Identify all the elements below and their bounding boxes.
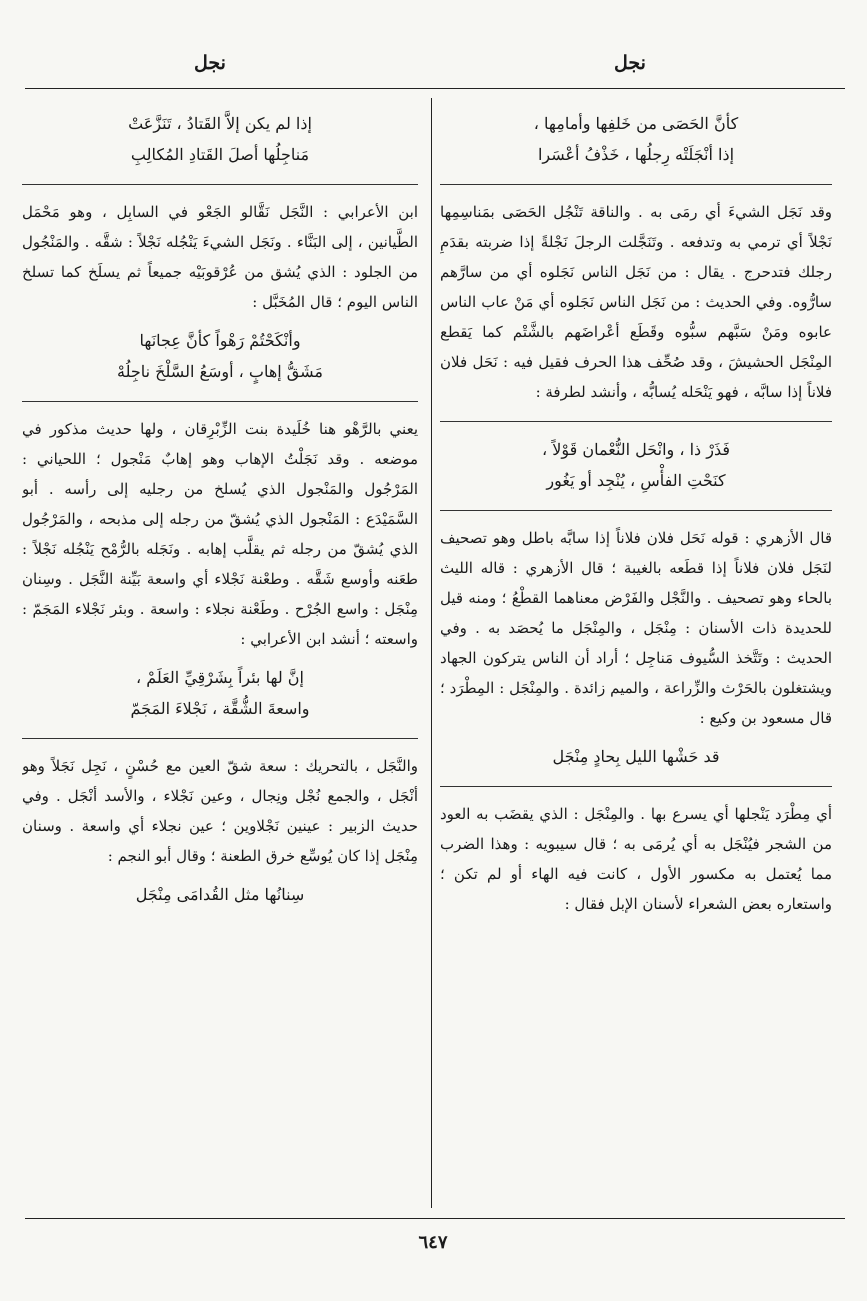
- verse-line: فَذَرْ ذا ، وانْحَل النُّعْمان قَوْلاً ،: [541, 440, 731, 459]
- top-rule: [25, 88, 845, 89]
- section-separator: [22, 738, 418, 739]
- section-separator: [440, 786, 832, 787]
- verse-line: مَناجِلُها أصلَ القَتادِ المُكالِبِ: [130, 145, 310, 164]
- verse-block: [22, 108, 418, 170]
- entry-paragraph: والنَّجَل ، بالتحريك : سعة شقّ العين مع حُسْنٍ ، نَجِل نَجَلاً وهو أنْجَل ، والجمع نُجْل ونِجال ، وعين نَجْلاء ، والأسد أنْجَل . وفي حديث الزبير : عينين نَجْلاوين ؛ عين نجلاء أي واسعة . وسنان مِنْجَل إذا كان يُوسِّع خرق الطعنة ؛ وقال أبو النجم :: [22, 757, 418, 865]
- verse-block: [22, 325, 418, 387]
- verse-line: وأنْكَحْتُمْ رَهْواً كأنَّ عِجانَها: [139, 331, 301, 350]
- column-divider: [431, 98, 432, 1208]
- page-number: ٦٤٧: [418, 1232, 448, 1253]
- section-separator: [22, 184, 418, 185]
- running-header-right: نجل: [614, 52, 646, 74]
- verse-block: [22, 879, 418, 910]
- verse-line: سِنانُها مثل القُدامَى مِنْجَل: [135, 885, 305, 904]
- verse-block: [22, 662, 418, 724]
- section-separator: [440, 421, 832, 422]
- verse-block: [440, 741, 832, 772]
- left-column: [22, 100, 418, 1210]
- verse-line: واسعةَ الشُّقَّة ، نَجْلاءَ المَجَمّ: [130, 699, 310, 718]
- verse-line: كأنَّ الحَصَى من خَلفِها وأمامِها ،: [533, 114, 739, 133]
- verse-line: قد حَشْها الليل بِحادٍ مِنْجَل: [552, 747, 720, 766]
- entry-paragraph: يعني بالرَّهْو هنا خُلَيدة بنت الزِّبْرِقان ، ولها حديث مذكور في موضعه . وقد نَجَلْتُ الإهاب وهو إهابٌ مَنْجول ؛ اللحياني : المَرْجُول والمَنْجول الذي يُسلخ من رجليه إلى رأسه . أبو السَّمَيْدَع : المَنْجول الذي يُشقّ من رجله إلى مذبحه ، والمَرْجُول الذي يُشقّ من رجله ثم يقلَّب إهابه . ونَجَله بالرُّمْح يَنْجُله نَجْلاً : طعَنه وأوسع شَقَّه . وطعْنة نَجْلاء أي واسعة بَيِّنة النَّجَل . وسِنان مِنْجَل : واسع الجُرْح . وطَعْنة نجلاء : واسعة . وبئر نَجْلاء المَجَمّ : واسعته ؛ أنشد ابن الأعرابي :: [22, 420, 418, 648]
- entry-paragraph: وقد نَجَل الشيءَ أي رمَى به . والناقة تَنْجُل الحَصَى بمَناسِمِها نَجْلاً أي ترمي به وتدفعه . وتَنَجَّلت الرجلَ نَجْلةً إذا ضربته بقدَمِ رجلك فتدحرج . يقال : من نَجَل الناس نَجَلوه أي من سارَّهم سارُّوه. وفي الحديث : من نَجَل الناس نَجَلوه أي مَنْ عاب الناس عابوه ومَنْ سَبَّهم سبُّوه وقَطَع أعْراضَهم بالشَّتْم كما يَقطع المِنْجَل الحشيشَ ، وقد صُحِّف هذا الحرف فقيل فيه : نَحَل فلان فلاناً إذا سابَّه ، فهو يَنْحَله يُسابُّه ، وأنشد لطرفة :: [440, 203, 832, 401]
- entry-paragraph: قال الأزهري : قوله نَحَل فلان فلاناً إذا سابَّه باطل وهو تصحيف لنَجَل فلان فلاناً إذا قطَعه بالغيبة ؛ قال الأزهري : قاله الليث بالحاء وهو تصحيف . والنَّجْل والفَرْض معناهما القطْعُ ؛ ومنه قيل للحديدة ذات الأسنان : مِنْجَل ، والمِنْجَل ما يُحصَد به . وفي الحديث : وتَتَّخذ السُّيوف مَناجِل ؛ أراد أن الناس يتركون الجهاد ويشتغلون بالحَرْث والزِّراعة ، والميم زائدة . والمِنْجَل : المِطْرَد ؛ قال مسعود بن وكيع :: [440, 529, 832, 727]
- entry-paragraph: أي مِطْرَد يَنْجلها أي يسرع بها . والمِنْجَل : الذي يقضَب به العود من الشجر فيُنْجَل به أي يُرمَى به ؛ قال سيبويه : وهذا الضرب مما يُعتمل به مكسور الأول ، كانت فيه الهاء أو لم تكن ؛ واستعاره بعض الشعراء لأسنان الإبل فقال :: [440, 805, 832, 913]
- verse-block: [440, 108, 832, 170]
- verse-block: [440, 434, 832, 496]
- right-column: [440, 100, 832, 1210]
- entry-paragraph: ابن الأعرابي : النَّجَل نَقَّالو الجَعْو في السابِل ، وهو مَحْمَل الطَّيانين ، إلى البَنَّاء . ونَجَل الشيءَ يَنْجُله نَجْلاً : شقَّه . والمَنْجُول من الجلود : الذي يُشق من عُرْقوبَيْه جميعاً ثم يسلَخ كما تسلخ الناس اليوم ؛ قال المُخَبَّل :: [22, 203, 418, 311]
- verse-line: إذا لم يكن إلاَّ القَتادُ ، تَنَزَّعَتْ: [128, 114, 312, 133]
- verse-line: مَشَقُّ إهابٍ ، أوسَعُ السَّلْخَ ناجِلُهْ: [116, 362, 323, 381]
- verse-line: إنَّ لها بئراً بِشَرْقِيِّ العَلَمْ ،: [136, 668, 304, 687]
- section-separator: [440, 184, 832, 185]
- section-separator: [440, 510, 832, 511]
- running-header-left: نجل: [194, 52, 226, 74]
- verse-line: إذا أنْجَلَتْه رِجلُها ، خَذْفُ أعْسَرا: [537, 145, 735, 164]
- section-separator: [22, 401, 418, 402]
- bottom-rule: [25, 1218, 845, 1219]
- verse-line: كنَحْتِ الفأْسِ ، يُنْجِد أو يَغُور: [546, 471, 726, 490]
